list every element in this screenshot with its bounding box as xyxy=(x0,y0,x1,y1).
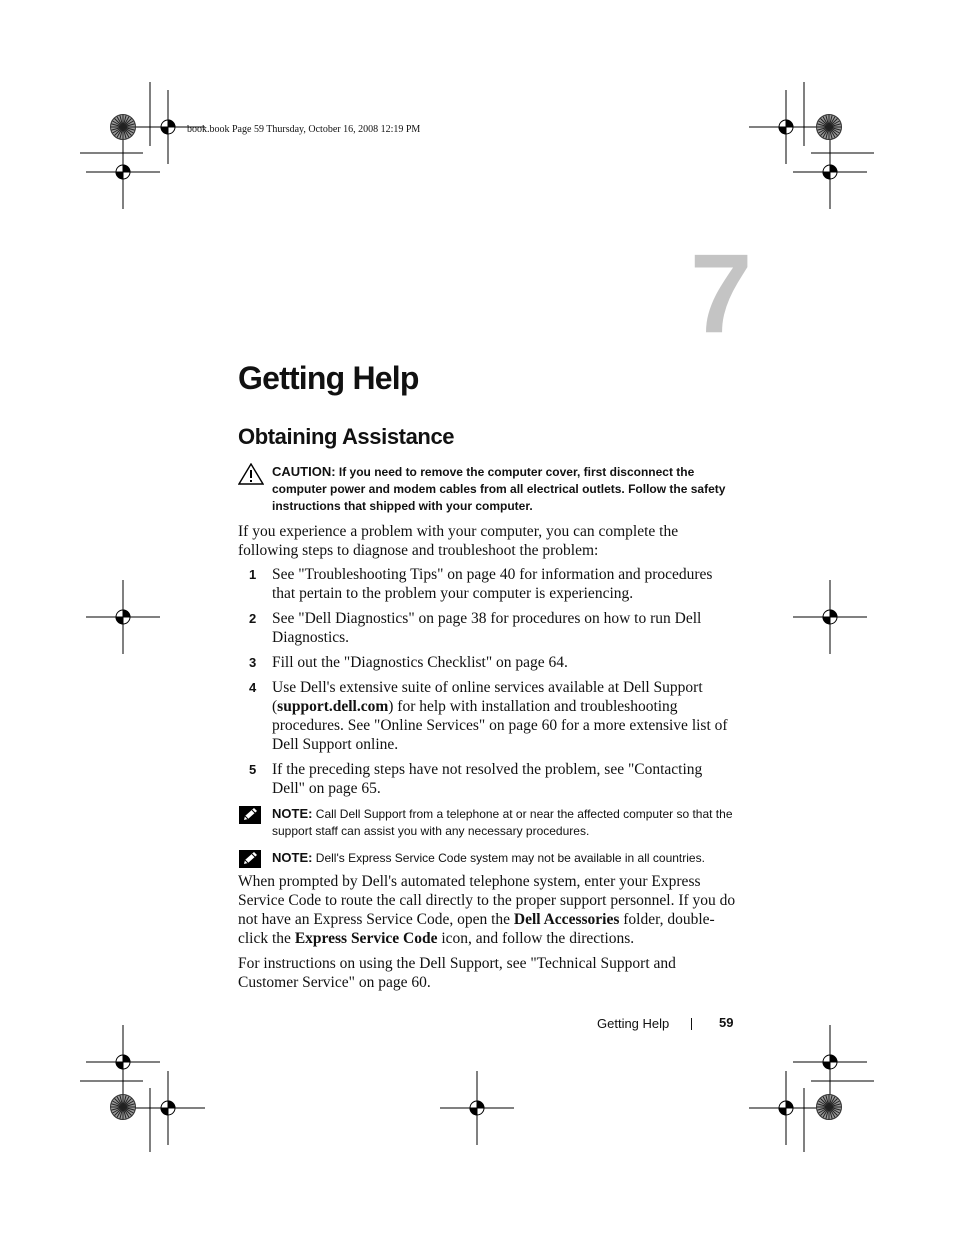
registration-mark xyxy=(793,135,867,209)
express-code-paragraph xyxy=(238,872,738,948)
express-text-2: folder, double-click the xyxy=(238,911,715,947)
step-number: 2 xyxy=(249,611,257,626)
note-pencil-icon xyxy=(238,849,262,874)
note-text: Dell's Express Service Code system may not be available in all countries. xyxy=(315,851,705,865)
registration-mark xyxy=(749,1071,823,1145)
registration-mark xyxy=(86,1025,160,1099)
note-notice xyxy=(238,805,738,840)
step-item xyxy=(238,565,738,603)
color-target-starburst xyxy=(111,115,136,140)
note-pencil-icon xyxy=(238,805,262,830)
step-text: See "Troubleshooting Tips" on page 40 for information and procedures that pertain to the problem your computer is experiencing. xyxy=(272,566,713,602)
step-number: 1 xyxy=(249,567,257,582)
footer-page-number: 59 xyxy=(719,1015,734,1030)
step-text-after-link: ) for help with installation and troubleshooting procedures. See "Online Services" on page 60 for a more extensive list of Dell Support online. xyxy=(272,698,728,753)
registration-mark xyxy=(131,1071,205,1145)
footer-chapter-label: Getting Help xyxy=(597,1016,670,1031)
express-text-1: When prompted by Dell's automated telephone system, enter your Express Service Code to route the call directly to the proper support personnel. If you do not have an Express Service Code, open the xyxy=(238,873,736,928)
note-label: NOTE: xyxy=(272,850,313,865)
step-item xyxy=(238,760,738,798)
registration-mark xyxy=(793,1025,867,1099)
note-text: Call Dell Support from a telephone at or near the affected computer so that the support staff can assist you with any necessary procedures. xyxy=(272,807,733,838)
caution-label: CAUTION: xyxy=(272,464,336,479)
express-service-code-icon-name: Express Service Code xyxy=(294,930,438,947)
step-text: Fill out the "Diagnostics Checklist" on page 64. xyxy=(272,654,568,671)
chapter-number: 7 xyxy=(690,231,753,356)
registration-mark xyxy=(440,1071,514,1145)
section-title: Obtaining Assistance xyxy=(238,424,455,449)
color-target-starburst xyxy=(817,1095,842,1120)
print-header-line: book.book Page 59 Thursday, October 16, 2008 12:19 PM xyxy=(187,124,421,135)
registration-mark xyxy=(86,580,160,654)
caution-triangle-icon xyxy=(238,463,264,490)
registration-mark xyxy=(86,135,160,209)
step-text: If the preceding steps have not resolved the problem, see "Contacting Dell" on page 65. xyxy=(272,761,703,797)
dell-accessories-folder: Dell Accessories xyxy=(513,911,620,928)
step-text: See "Dell Diagnostics" on page 38 for procedures on how to run Dell Diagnostics. xyxy=(272,610,702,646)
caution-text: If you need to remove the computer cover, first disconnect the computer power and modem cables from all electrical outlets. Follow the safety instructions that shipped with your computer. xyxy=(272,465,726,513)
chapter-title: Getting Help xyxy=(238,360,419,396)
support-paragraph: For instructions on using the Dell Support, see "Technical Support and Customer Service" on page 60. xyxy=(238,955,676,991)
note-label: NOTE: xyxy=(272,806,313,821)
support-link[interactable]: support.dell.com xyxy=(277,698,389,715)
step-number: 5 xyxy=(249,762,257,777)
step-item xyxy=(238,609,738,647)
color-target-starburst xyxy=(817,115,842,140)
caution-notice xyxy=(238,463,738,515)
troubleshooting-steps xyxy=(238,565,738,804)
note-notice xyxy=(238,849,738,867)
step-text-before-link: Use Dell's extensive suite of online services available at Dell Support ( xyxy=(272,679,703,715)
registration-mark xyxy=(793,580,867,654)
express-text-3: icon, and follow the directions. xyxy=(437,930,635,947)
step-item xyxy=(238,678,738,754)
step-number: 4 xyxy=(249,680,257,695)
step-number: 3 xyxy=(249,655,257,670)
color-target-starburst xyxy=(111,1095,136,1120)
step-item xyxy=(238,653,738,672)
footer-divider xyxy=(691,1018,692,1030)
intro-paragraph: If you experience a problem with your computer, you can complete the following steps to diagnose and troubleshoot the problem: xyxy=(238,523,679,559)
